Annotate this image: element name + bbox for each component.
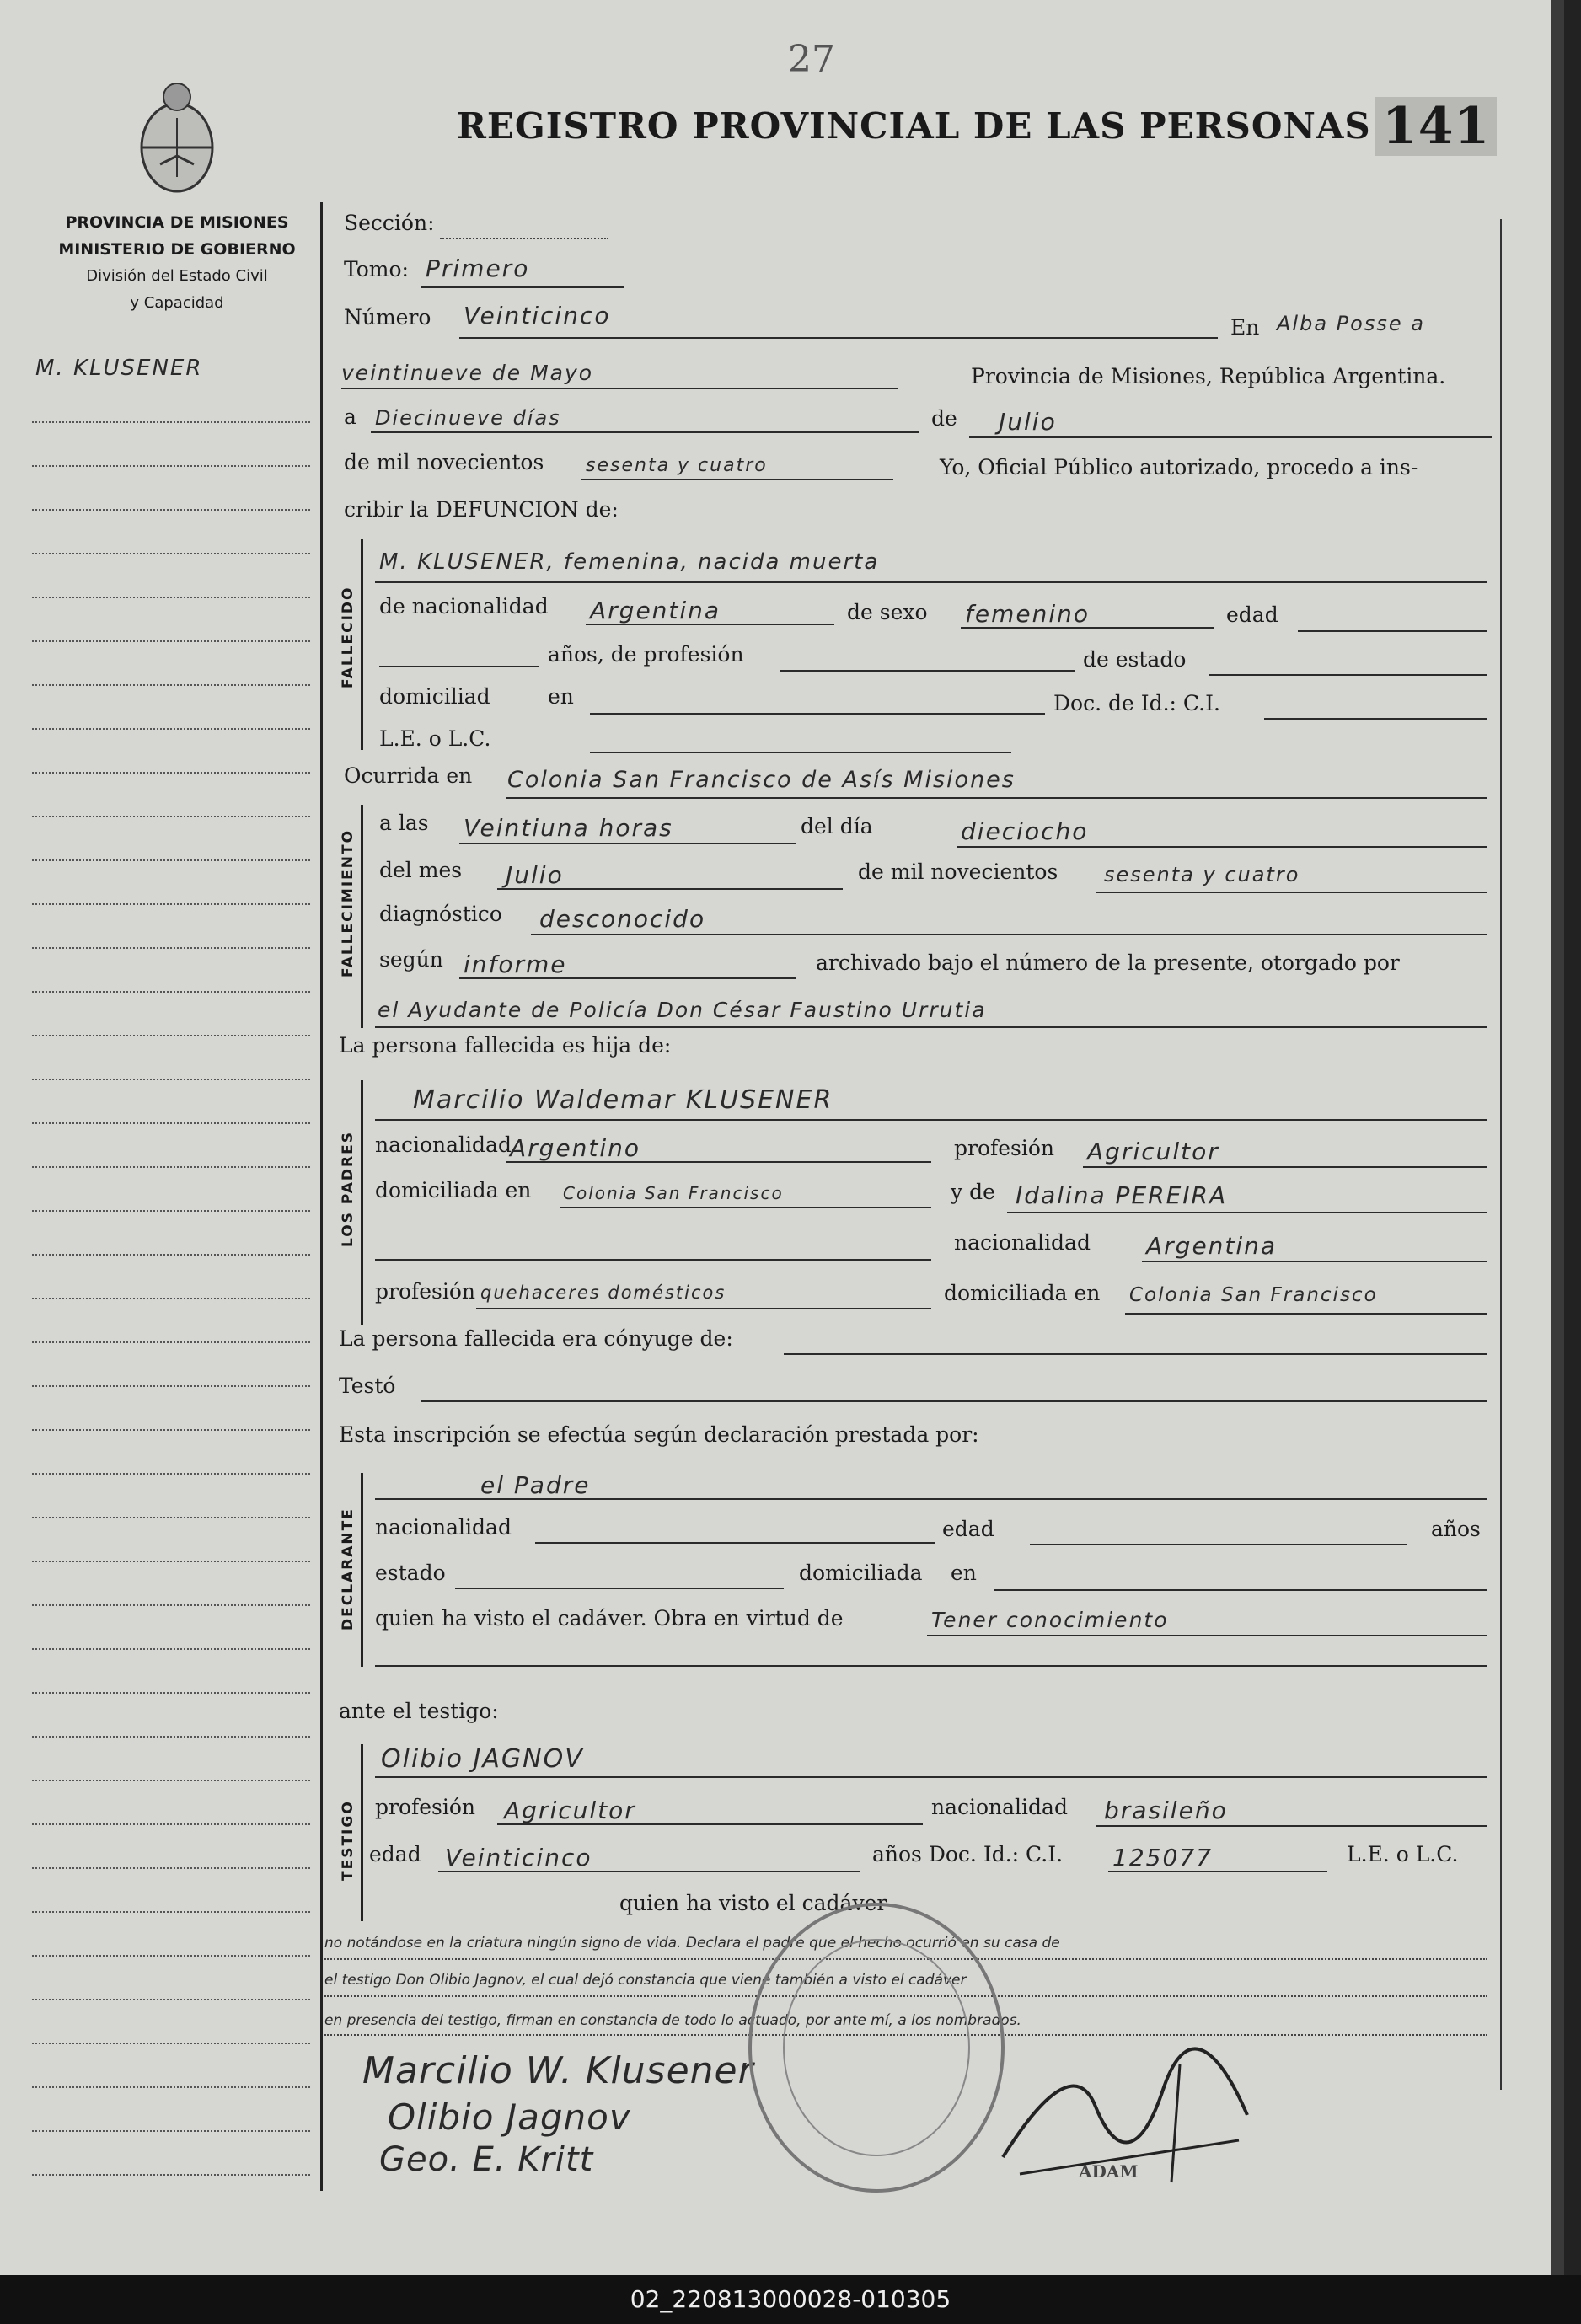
decl-dom-label: domiciliada <box>799 1561 923 1585</box>
del-mes-value: Julio <box>506 861 564 889</box>
domiciliad-label: domiciliad <box>379 684 490 709</box>
sexo-value: femenino <box>965 600 1090 628</box>
madre-dom-value: Colonia San Francisco <box>1129 1284 1378 1306</box>
margin-rule-line <box>32 1079 310 1080</box>
nota-line-2: el testigo Don Olibio Jagnov, el cual dejó constancia que viene también a visto el cadáver <box>324 1972 967 1989</box>
margin-rule-line <box>32 1517 310 1518</box>
nacionalidad-de-label: de nacionalidad <box>379 594 549 618</box>
margin-rule-line <box>32 1955 310 1957</box>
margin-rule-line <box>32 1210 310 1212</box>
madre-nac-value: Argentina <box>1146 1232 1278 1260</box>
mil-nov-label: de mil novecientos <box>344 450 544 474</box>
numero-value: Veinticinco <box>464 302 611 329</box>
margin-rule-line <box>32 2086 310 2088</box>
diagnostico-label: diagnóstico <box>379 902 502 926</box>
margin-rule-line <box>32 991 310 993</box>
seccion-line <box>440 238 608 239</box>
margin-rule-line <box>32 1561 310 1562</box>
decl-edad-label: edad <box>942 1517 994 1541</box>
test-nac-label: nacionalidad <box>931 1795 1068 1819</box>
side-declarante: DECLARANTE <box>340 1507 356 1631</box>
doc-id-label: Doc. de Id.: C.I. <box>1053 691 1220 715</box>
margin-rule-line <box>32 640 310 642</box>
seccion-label: Sección: <box>344 211 435 235</box>
division-label-2: y Capacidad <box>130 294 224 312</box>
margin-rule-line <box>32 1736 310 1738</box>
diagnostico-line <box>531 934 1487 935</box>
numero-label: Número <box>344 305 431 329</box>
margin-rule-line <box>32 903 310 905</box>
decl-nac-label: nacionalidad <box>375 1515 512 1540</box>
declarante-bracket <box>361 1473 363 1667</box>
segun-value: informe <box>464 950 567 978</box>
numero-line <box>459 337 1218 339</box>
a-las-label: a las <box>379 811 429 835</box>
ante-testigo-label: ante el testigo: <box>339 1699 499 1723</box>
cribir-label: cribir la DEFUNCION de: <box>344 497 619 522</box>
madre-prof-line <box>476 1308 931 1309</box>
conyuge-label: La persona fallecida era cónyuge de: <box>339 1326 733 1351</box>
nacionalidad-value: Argentina <box>590 597 721 624</box>
decl-extra-line <box>375 1665 1487 1667</box>
decl-anos-label: años <box>1431 1517 1481 1541</box>
margin-rule-line <box>32 1604 310 1606</box>
margin-rule-line <box>32 1035 310 1036</box>
padre-nac-line <box>506 1161 931 1163</box>
signature-oficial: Geo. E. Kritt <box>379 2140 594 2179</box>
madre-dom-label: domiciliada en <box>944 1281 1101 1305</box>
testigo-bracket <box>361 1744 363 1921</box>
obra-virtud-line <box>927 1635 1487 1636</box>
padres-bracket <box>361 1080 363 1325</box>
margin-rule-line <box>32 859 310 861</box>
test-edad-line <box>438 1871 860 1872</box>
signature-padre: Marcilio W. Klusener <box>362 2049 754 2092</box>
edad-label: edad <box>1226 602 1278 627</box>
margin-rule-line <box>32 1823 310 1825</box>
le-lc-label: L.E. o L.C. <box>379 726 491 751</box>
hija-de-label: La persona fallecida es hija de: <box>339 1033 672 1058</box>
margin-rule-line <box>32 947 310 949</box>
margin-rule-line <box>32 1429 310 1431</box>
tomo-line <box>421 286 624 288</box>
margin-rule-line <box>32 1298 310 1299</box>
fallecido-bracket <box>361 539 363 750</box>
declarante-line <box>375 1498 1487 1500</box>
side-padres: LOS PADRES <box>340 1131 356 1247</box>
stamp-text: ADAM <box>1079 2161 1139 2182</box>
margin-rule-line <box>32 1122 310 1124</box>
conyuge-line <box>784 1353 1487 1355</box>
de-label: de <box>931 406 957 431</box>
test-edad-label: edad <box>369 1842 421 1866</box>
test-ci-line <box>1108 1871 1327 1872</box>
margin-rule-line <box>32 1648 310 1650</box>
anio-line <box>581 479 893 480</box>
padre-dom-value: Colonia San Francisco <box>563 1183 784 1203</box>
madre-nombre: Idalina PEREIRA <box>1016 1181 1228 1209</box>
fecha-line <box>341 388 898 389</box>
a-las-value: Veintiuna horas <box>464 814 673 842</box>
madre-nac-line <box>1142 1261 1487 1262</box>
margin-rule-line <box>32 684 310 686</box>
fecha-value: veintinueve de Mayo <box>341 361 594 385</box>
image-id-footer: 02_220813000028-010305 <box>0 2275 1581 2324</box>
tomo-label: Tomo: <box>344 257 409 281</box>
a-line <box>371 431 919 433</box>
decl-nac-line <box>535 1542 935 1544</box>
sexo-label: de sexo <box>847 600 928 624</box>
page-number: 27 <box>788 38 835 81</box>
decl-edad-line <box>1030 1544 1407 1545</box>
decl-estado-line <box>455 1588 784 1589</box>
decl-visto-label: quien ha visto el cadáver. Obra en virtud de <box>375 1606 844 1631</box>
side-fallecido: FALLECIDO <box>340 586 356 688</box>
test-visto-label: quien ha visto el cadáver <box>619 1891 887 1915</box>
right-border <box>1500 219 1502 2090</box>
margin-rule-line <box>32 597 310 598</box>
coat-of-arms-icon <box>126 76 228 202</box>
diagnostico-value: desconocido <box>539 905 706 933</box>
padre-prof-line <box>1083 1166 1487 1168</box>
de-estado-label: de estado <box>1083 647 1187 672</box>
document-title: REGISTRO PROVINCIAL DE LAS PERSONAS <box>457 105 1371 147</box>
anio-fallec-line <box>1096 892 1487 893</box>
otorgado-line <box>375 1026 1487 1028</box>
testo-label: Testó <box>339 1374 396 1398</box>
obra-virtud-value: Tener conocimiento <box>931 1608 1169 1632</box>
decl-estado-label: estado <box>375 1561 446 1585</box>
ocurrida-line <box>506 797 1487 799</box>
margin-note: M. KLUSENER <box>35 356 203 381</box>
padre-dom-line <box>560 1207 931 1208</box>
province-label: PROVINCIA DE MISIONES <box>65 213 289 232</box>
test-ci-value: 125077 <box>1112 1844 1213 1872</box>
margin-rule-line <box>32 1341 310 1343</box>
madre-nac-label: nacionalidad <box>954 1230 1091 1255</box>
en-label: En <box>1230 315 1260 340</box>
padre-prof-label: profesión <box>954 1136 1055 1160</box>
padre-line <box>375 1119 1487 1121</box>
ministry-label: MINISTERIO DE GOBIERNO <box>58 240 296 259</box>
nacionalidad-line <box>586 624 834 625</box>
padre-nac-label: nacionalidad <box>375 1133 512 1157</box>
a-value: Diecinueve días <box>375 406 561 430</box>
madre-extra-line <box>375 1259 931 1261</box>
otorgado-value: el Ayudante de Policía Don César Faustino Urrutia <box>378 998 987 1022</box>
test-nac-line <box>1096 1825 1487 1827</box>
madre-prof-label: profesión <box>375 1279 476 1304</box>
anos-profesion-label: años, de profesión <box>548 642 744 667</box>
margin-rule-line <box>32 1166 310 1168</box>
margin-rule-line <box>32 1385 310 1387</box>
test-anos-doc-label: años Doc. Id.: C.I. <box>872 1842 1064 1866</box>
margin-rule-line <box>32 1911 310 1913</box>
declarante-value: el Padre <box>480 1471 591 1499</box>
en2-label: en <box>548 684 574 709</box>
anio-fallec-value: sesenta y cuatro <box>1104 863 1300 886</box>
estado-line <box>1209 674 1487 676</box>
margin-divider <box>320 202 323 2191</box>
fallecido-line <box>375 581 1487 583</box>
de-mil-nov-label: de mil novecientos <box>858 859 1058 884</box>
margin-rule-line <box>32 1867 310 1869</box>
issuer-header <box>34 209 320 317</box>
de-line <box>969 436 1492 438</box>
margin-rule-line <box>32 772 310 774</box>
del-mes-line <box>497 888 843 890</box>
division-label: División del Estado Civil <box>86 267 268 285</box>
test-edad-value: Veinticinco <box>445 1844 592 1872</box>
margin-rule-line <box>32 2174 310 2176</box>
act-number: 141 <box>1375 97 1497 156</box>
le-lc-line <box>590 752 1011 753</box>
margin-rule-line <box>32 2130 310 2132</box>
margin-rule-line <box>32 1254 310 1256</box>
doc-id-line <box>1264 718 1487 720</box>
madre-line <box>1007 1212 1487 1213</box>
anio-value: sesenta y cuatro <box>586 455 768 476</box>
del-mes-label: del mes <box>379 858 463 882</box>
y-de-label: y de <box>951 1180 995 1204</box>
decl-dom-line <box>994 1589 1487 1591</box>
fallecimiento-bracket <box>361 805 363 1028</box>
segun-label: según <box>379 947 443 972</box>
del-dia-label: del día <box>801 814 873 838</box>
margin-rule-line <box>32 816 310 817</box>
margin-rule-line <box>32 1999 310 2000</box>
margin-rule-line <box>32 509 310 511</box>
padre-nombre: Marcilio Waldemar KLUSENER <box>413 1085 833 1115</box>
margin-rule-line <box>32 421 310 423</box>
test-le-lc-label: L.E. o L.C. <box>1347 1842 1459 1866</box>
archivado-label: archivado bajo el número de la presente, otorgado por <box>816 950 1400 975</box>
test-prof-label: profesión <box>375 1795 476 1819</box>
testo-line <box>421 1400 1487 1402</box>
margin-rule-line <box>32 1692 310 1694</box>
anos-line <box>379 666 539 667</box>
yo-label: Yo, Oficial Público autorizado, procedo a ins- <box>940 455 1418 479</box>
padre-prof-value: Agricultor <box>1087 1138 1219 1165</box>
a-las-line <box>459 843 796 844</box>
margin-rule-line <box>32 1473 310 1475</box>
madre-dom-line <box>1125 1313 1487 1315</box>
en-value: Alba Posse a <box>1277 312 1425 335</box>
margin-rule-line <box>32 2043 310 2044</box>
provincia-label: Provincia de Misiones, República Argentina. <box>971 364 1446 388</box>
ocurrida-label: Ocurrida en <box>344 763 473 788</box>
a-label: a <box>344 404 356 429</box>
margin-rule-line <box>32 465 310 467</box>
side-testigo: TESTIGO <box>340 1800 356 1881</box>
sexo-line <box>961 627 1214 629</box>
nota-line-1: no notándose en la criatura ningún signo de vida. Declara el padre que el hecho ocurrió en su casa de <box>324 1935 1060 1952</box>
ocurrida-value: Colonia San Francisco de Asís Misiones <box>507 767 1016 793</box>
del-dia-value: dieciocho <box>961 817 1089 845</box>
margin-rule-line <box>32 1780 310 1781</box>
test-prof-line <box>497 1823 923 1825</box>
fallecido-name: M. KLUSENER, femenina, nacida muerta <box>379 549 880 575</box>
signature-testigo: Olibio Jagnov <box>388 2096 631 2138</box>
test-nac-value: brasileño <box>1104 1797 1228 1824</box>
nota-line-3: en presencia del testigo, firman en constancia de todo lo actuado, por ante mí, a los nombrados. <box>324 2012 1021 2029</box>
inscripcion-label: Esta inscripción se efectúa según declaración prestada por: <box>339 1422 979 1447</box>
edad-line <box>1298 630 1487 632</box>
testigo-nombre: Olibio JAGNOV <box>381 1744 584 1774</box>
domicilio-line <box>590 713 1045 715</box>
segun-line <box>459 977 796 979</box>
test-prof-value: Agricultor <box>504 1797 636 1824</box>
padre-nac-value: Argentino <box>510 1134 641 1162</box>
margin-rule-line <box>32 728 310 730</box>
margin-rule-line <box>32 553 310 554</box>
profesion-line <box>780 670 1075 672</box>
testigo-line <box>375 1776 1487 1778</box>
tomo-value: Primero <box>426 254 530 282</box>
de-value: Julio <box>999 408 1057 436</box>
padre-dom-label: domiciliada en <box>375 1178 532 1202</box>
side-fallecimiento: FALLECIMIENTO <box>340 828 356 977</box>
madre-prof-value: quehaceres domésticos <box>480 1282 726 1303</box>
decl-en-label: en <box>951 1561 977 1585</box>
del-dia-line <box>957 846 1487 848</box>
official-stamp-icon <box>742 1896 1011 2199</box>
